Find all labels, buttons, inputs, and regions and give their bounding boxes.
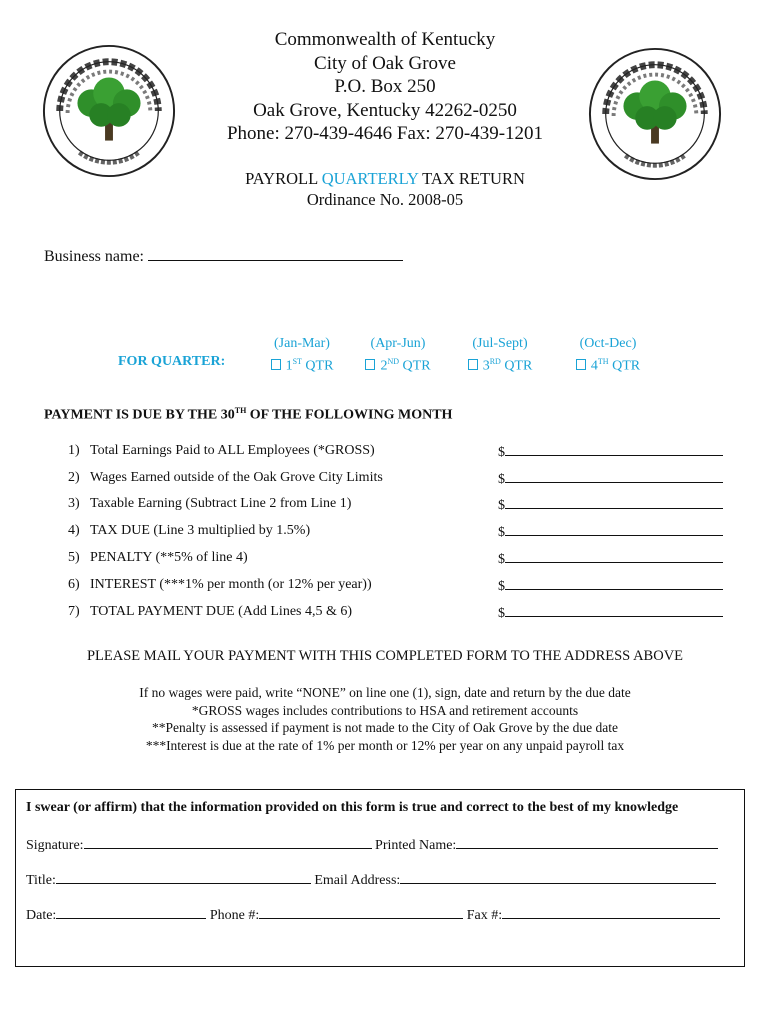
title-part2: TAX RETURN <box>418 169 525 188</box>
note-penalty: **Penalty is assessed if payment is not made to the City of Oak Grove by the due date <box>151 720 619 735</box>
line-number: 2) <box>68 470 80 485</box>
quarter-option-2[interactable] <box>358 335 438 376</box>
quarter-label: FOR QUARTER: <box>118 354 226 369</box>
header-phone-fax: Phone: 270-439-4646 Fax: 270-439-1201 <box>226 123 544 144</box>
currency-sign: $ <box>498 606 505 621</box>
affirmation-box <box>15 789 745 967</box>
email-label: Email Address: <box>310 873 401 888</box>
line-number: 3) <box>68 496 80 511</box>
quarter-option-4[interactable] <box>568 335 648 376</box>
signature-row <box>26 836 718 854</box>
due-suffix: TH <box>234 406 247 415</box>
phone-label: Phone #: <box>206 908 260 923</box>
date-row <box>26 906 720 924</box>
line-amount-6[interactable] <box>498 577 723 595</box>
title-accent: QUARTERLY <box>321 169 419 188</box>
mail-instruction: PLEASE MAIL YOUR PAYMENT WITH THIS COMPLETED FORM TO THE ADDRESS ABOVE <box>86 648 684 664</box>
line-label: Total Earnings Paid to ALL Employees (*GROSS) <box>90 443 375 458</box>
title-label: Title: <box>26 873 56 888</box>
amount-field[interactable] <box>505 443 723 456</box>
due-text: PAYMENT IS DUE BY THE 30 <box>44 407 235 423</box>
form-title <box>180 168 590 210</box>
quarter-checkbox[interactable] <box>468 359 478 370</box>
line-item-2 <box>68 470 383 486</box>
line-number: 7) <box>68 604 80 619</box>
header-address: Oak Grove, Kentucky 42262-0250 <box>253 99 517 121</box>
line-number: 5) <box>68 550 80 565</box>
line-item-1 <box>68 443 375 459</box>
quarter-suffix: ND <box>387 357 400 366</box>
quarter-num: 2 <box>380 358 388 374</box>
note-no-wages: If no wages were paid, write “NONE” on line one (1), sign, date and return by the due date <box>139 685 631 700</box>
printed-name-label: Printed Name: <box>371 838 457 853</box>
quarter-num: 1 <box>285 358 293 374</box>
quarter-months: (Oct-Dec) <box>579 336 637 351</box>
title-row <box>26 871 716 889</box>
business-name-row <box>44 246 403 266</box>
quarter-suffix: RD <box>489 357 501 366</box>
header-city: City of Oak Grove <box>314 52 456 74</box>
line-amount-3[interactable] <box>498 496 723 514</box>
quarter-qtr: QTR <box>301 358 334 374</box>
currency-sign: $ <box>498 552 505 567</box>
amount-field[interactable] <box>505 577 723 590</box>
quarter-suffix: TH <box>597 357 609 366</box>
line-number: 4) <box>68 523 80 538</box>
phone-field[interactable] <box>259 906 463 919</box>
amount-field[interactable] <box>505 604 723 617</box>
quarter-qtr: QTR <box>500 358 533 374</box>
business-name-label: Business name: <box>44 248 148 265</box>
line-item-6 <box>68 577 372 593</box>
email-field[interactable] <box>400 871 716 884</box>
currency-sign: $ <box>498 498 505 513</box>
printed-name-field[interactable] <box>456 836 718 849</box>
seal-graphic <box>40 42 178 180</box>
line-label: Taxable Earning (Subtract Line 2 from Line 1) <box>90 496 352 511</box>
line-label: INTEREST (***1% per month (or 12% per year)) <box>90 577 372 592</box>
signature-field[interactable] <box>84 836 372 849</box>
line-label: TOTAL PAYMENT DUE (Add Lines 4,5 & 6) <box>90 604 353 619</box>
note-interest: ***Interest is due at the rate of 1% per month or 12% per year on any unpaid payroll tax <box>145 737 625 753</box>
footnotes <box>0 684 770 754</box>
quarter-checkbox[interactable] <box>271 359 281 370</box>
quarter-qtr: QTR <box>608 358 641 374</box>
city-seal-left <box>40 42 178 180</box>
line-amount-2[interactable] <box>498 470 723 488</box>
affirmation-statement: I swear (or affirm) that the information provided on this form is true and correct to the best of my knowledge <box>26 800 679 815</box>
header-po-box: P.O. Box 250 <box>334 76 436 97</box>
line-label: Wages Earned outside of the Oak Grove City Limits <box>90 470 383 485</box>
quarter-months: (Apr-Jun) <box>370 336 426 351</box>
amount-field[interactable] <box>505 470 723 483</box>
quarter-option-3[interactable] <box>460 335 540 376</box>
currency-sign: $ <box>498 579 505 594</box>
quarter-checkbox[interactable] <box>365 359 375 370</box>
due-text-end: OF THE FOLLOWING MONTH <box>246 407 453 423</box>
ordinance-number: Ordinance No. 2008-05 <box>306 190 464 209</box>
date-label: Date: <box>26 908 57 923</box>
line-label: TAX DUE (Line 3 multiplied by 1.5%) <box>90 523 311 538</box>
line-item-5 <box>68 550 248 566</box>
line-item-4 <box>68 523 310 539</box>
quarter-qtr: QTR <box>399 358 431 374</box>
currency-sign: $ <box>498 445 505 460</box>
line-number: 1) <box>68 443 80 458</box>
quarter-months: (Jan-Mar) <box>274 336 330 351</box>
header-state: Commonwealth of Kentucky <box>274 29 496 50</box>
signature-label: Signature: <box>26 838 84 853</box>
amount-field[interactable] <box>505 523 723 536</box>
line-label: PENALTY (**5% of line 4) <box>90 550 248 565</box>
quarter-checkbox[interactable] <box>576 359 586 370</box>
note-gross: *GROSS wages includes contributions to HSA and retirement accounts <box>191 702 579 718</box>
amount-field[interactable] <box>505 496 723 509</box>
title-field[interactable] <box>56 871 311 884</box>
line-amount-4[interactable] <box>498 523 723 541</box>
currency-sign: $ <box>498 472 505 487</box>
line-amount-7[interactable] <box>498 604 723 622</box>
line-amount-5[interactable] <box>498 550 723 568</box>
line-amount-1[interactable] <box>498 443 723 461</box>
quarter-months: (Jul-Sept) <box>472 336 528 351</box>
line-item-7 <box>68 604 352 620</box>
quarter-suffix: ST <box>292 357 302 366</box>
title-part1: PAYROLL <box>245 169 322 188</box>
quarter-option-1[interactable] <box>266 335 338 376</box>
letterhead <box>200 28 570 146</box>
quarter-num: 4 <box>590 358 598 374</box>
amount-field[interactable] <box>505 550 723 563</box>
date-field[interactable] <box>56 906 206 919</box>
fax-field[interactable] <box>502 906 720 919</box>
line-item-3 <box>68 496 351 512</box>
fax-label: Fax #: <box>463 908 503 923</box>
city-seal-right <box>586 45 724 183</box>
quarter-num: 3 <box>482 358 490 374</box>
business-name-field[interactable] <box>148 246 403 261</box>
currency-sign: $ <box>498 525 505 540</box>
line-number: 6) <box>68 577 80 592</box>
seal-graphic <box>586 45 724 183</box>
payment-due-heading <box>44 406 452 424</box>
form-title-line <box>180 168 590 189</box>
